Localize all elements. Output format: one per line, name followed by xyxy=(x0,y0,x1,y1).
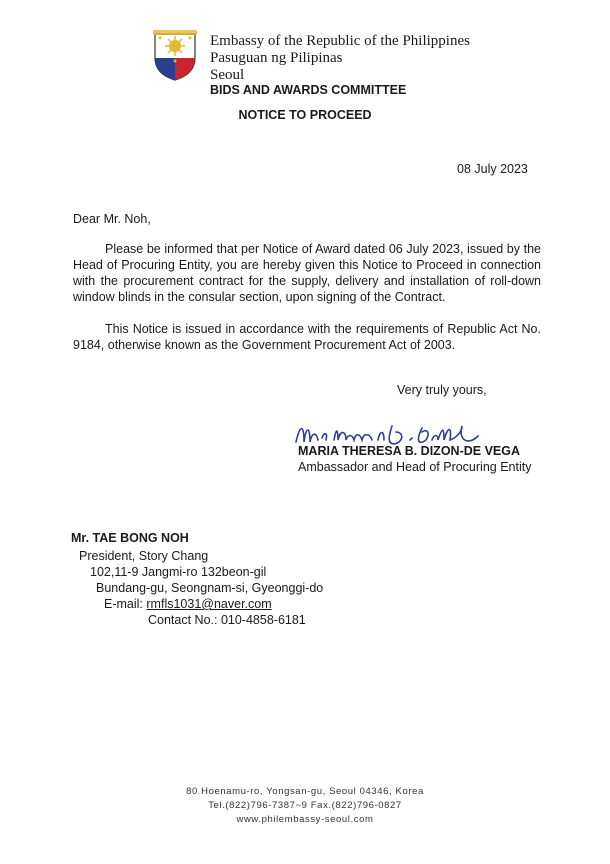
signatory-title: Ambassador and Head of Procuring Entity xyxy=(298,460,532,474)
letterhead-line1: Embassy of the Republic of the Philippines xyxy=(210,33,470,49)
addressee-email-row xyxy=(104,597,272,611)
closing: Very truly yours, xyxy=(397,383,487,397)
footer-address: 80 Hoenamu-ro, Yongsan-gu, Seoul 04346, Korea xyxy=(186,786,424,797)
addressee-line3: Bundang-gu, Seongnam-si, Gyeonggi-do xyxy=(96,581,324,595)
document-title: NOTICE TO PROCEED xyxy=(238,108,372,122)
footer-phone: Tel.(822)796-7387~9 Fax.(822)796-0827 xyxy=(208,800,402,811)
letter-date: 08 July 2023 xyxy=(457,162,528,176)
letterhead-line3: Seoul xyxy=(210,67,245,83)
email-link[interactable]: rmfls1031@naver.com xyxy=(146,597,272,611)
philippine-seal-icon xyxy=(149,28,201,82)
salutation: Dear Mr. Noh, xyxy=(73,212,151,226)
letterhead-line2: Pasuguan ng Pilipinas xyxy=(210,50,343,66)
addressee-name: Mr. TAE BONG NOH xyxy=(71,531,189,545)
addressee-contact: Contact No.: 010-4858-6181 xyxy=(148,613,306,627)
email-label: E-mail: xyxy=(104,597,143,611)
committee-name: BIDS AND AWARDS COMMITTEE xyxy=(210,83,407,97)
footer-website[interactable]: www.philembassy-seoul.com xyxy=(236,814,374,825)
signatory-name: MARIA THERESA B. DIZON-DE VEGA xyxy=(298,444,520,458)
body-paragraph-2: This Notice is issued in accordance with the requirements of Republic Act No. 9184, otherwise known as the Government Procurement Act of 2003. xyxy=(73,322,541,352)
addressee-line2: 102,11-9 Jangmi-ro 132beon-gil xyxy=(90,565,267,579)
addressee-line1: President, Story Chang xyxy=(79,549,209,563)
body-paragraph-1: Please be informed that per Notice of Award dated 06 July 2023, issued by the Head of Procuring Entity, you are hereby given this Notice to Proceed in connection with the procurement contract for the supply, delivery and installation of roll-down window blinds in the consular section, upon signing of the Contract. xyxy=(73,242,541,304)
